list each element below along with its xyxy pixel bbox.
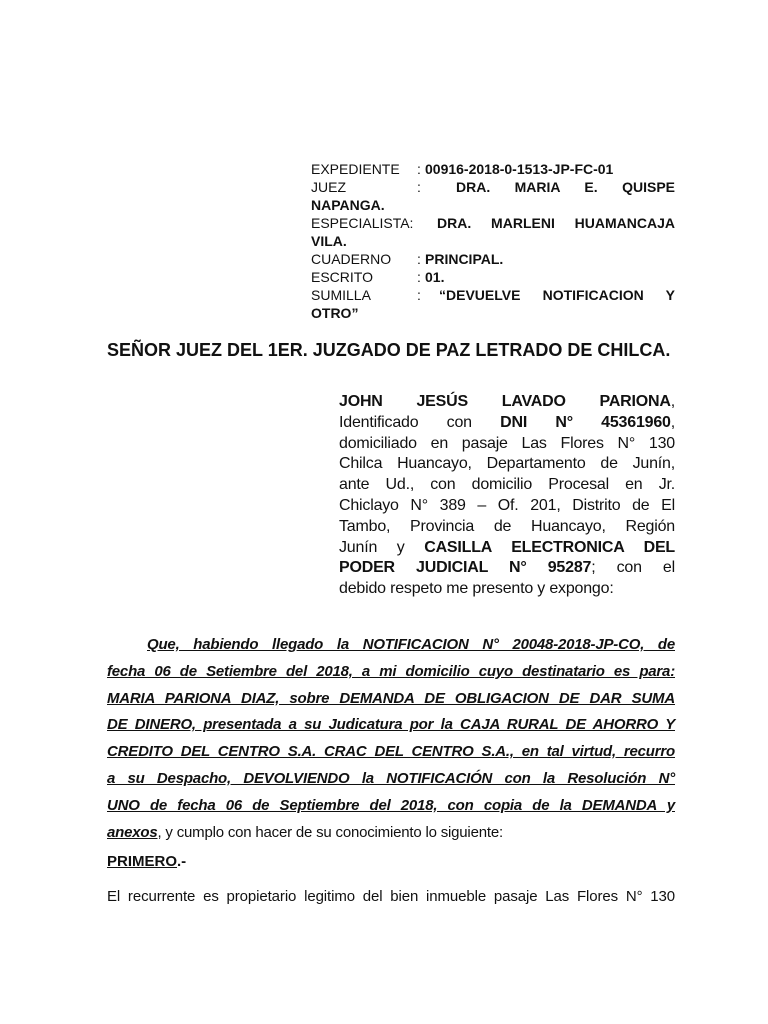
body-line-8-tail: , y cumplo con hacer de su conocimiento lo siguiente:	[157, 823, 503, 841]
sumilla-value: “DEVUELVE NOTIFICACION Y	[439, 287, 675, 303]
escrito-sep: :	[417, 269, 421, 285]
primero-label: PRIMERO	[107, 853, 178, 870]
especialista-row	[311, 214, 675, 232]
cuaderno-value: PRINCIPAL.	[425, 251, 504, 267]
expediente-sep: :	[417, 161, 421, 177]
poder-judicial-number: PODER JUDICIAL N° 95287	[339, 559, 592, 577]
sumilla-label: SUMILLA	[311, 287, 371, 303]
juez-label: JUEZ	[311, 179, 346, 195]
escrito-row	[311, 268, 675, 286]
primero-text-line: El recurrente es propietario legitimo del bien inmueble pasaje Las Flores N° 130	[107, 888, 675, 905]
case-header	[311, 160, 675, 322]
petitioner-dni: DNI N° 45361960	[500, 413, 671, 431]
intro-l8-a: Junín y	[339, 538, 405, 556]
juez-row	[311, 178, 675, 196]
casilla-electronica: CASILLA ELECTRONICA DEL	[424, 538, 675, 556]
body-line-7: UNO de fecha 06 de Septiembre del 2018, con copia de la DEMANDA y	[107, 796, 675, 814]
sumilla-sep: :	[417, 287, 421, 303]
sumilla-row	[311, 286, 675, 304]
body-line-1: Que, habiendo llegado la NOTIFICACION N° 20048-2018-JP-CO, de	[147, 636, 675, 653]
intro-line-7: Tambo, Provincia de Huancayo, Región	[339, 517, 675, 535]
expediente-row	[311, 160, 675, 178]
body-line-3: MARIA PARIONA DIAZ, sobre DEMANDA DE OBLIGACION DE DAR SUMA	[107, 689, 675, 707]
body-line-6: a su Despacho, DEVOLVIENDO la NOTIFICACIÓN con la Resolución N°	[107, 769, 675, 787]
primero-heading	[107, 852, 186, 872]
juez-sep: :	[417, 179, 421, 195]
intro-line-10: debido respeto me presento y expongo:	[339, 580, 614, 598]
intro-l1-tail: ,	[670, 393, 675, 410]
petitioner-intro	[339, 392, 675, 600]
escrito-value: 01.	[425, 269, 445, 285]
petitioner-name: JOHN JESÚS LAVADO PARIONA	[339, 393, 671, 410]
intro-line-3: domiciliado en pasaje Las Flores N° 130	[339, 434, 675, 452]
intro-line-6: Chiclayo N° 389 – Of. 201, Distrito de El	[339, 496, 675, 514]
cuaderno-label: CUADERNO	[311, 251, 392, 267]
cuaderno-row	[311, 250, 675, 268]
especialista-value-cont: VILA.	[311, 233, 347, 249]
sumilla-value-cont: OTRO”	[311, 305, 359, 321]
especialista-value: DRA. MARLENI HUAMANCAJA	[437, 215, 675, 231]
intro-l2-a: Identificado con	[339, 413, 472, 431]
addressee-heading: SEÑOR JUEZ DEL 1ER. JUZGADO DE PAZ LETRADO DE CHILCA.	[107, 340, 671, 360]
escrito-label: ESCRITO	[311, 269, 373, 285]
juez-value-cont: NAPANGA.	[311, 197, 385, 213]
body-line-5: CREDITO DEL CENTRO S.A. CRAC DEL CENTRO S.A., en tal virtud, recurro	[107, 743, 675, 761]
cuaderno-sep: :	[417, 251, 421, 267]
expediente-value: 00916-2018-0-1513-JP-FC-01	[425, 161, 614, 177]
expediente-label: EXPEDIENTE	[311, 161, 400, 177]
body-paragraph	[107, 632, 675, 846]
especialista-label: ESPECIALISTA:	[311, 215, 414, 231]
intro-l9-b: ; con el	[591, 559, 675, 577]
body-line-4: DE DINERO, presentada a su Judicatura por la CAJA RURAL DE AHORRO Y	[107, 716, 675, 734]
juez-value: DRA. MARIA E. QUISPE	[456, 179, 675, 195]
body-line-2: fecha 06 de Setiembre del 2018, a mi domicilio cuyo destinatario es para:	[107, 662, 675, 680]
intro-line-5: ante Ud., con domicilio Procesal en Jr.	[339, 476, 675, 494]
body-anexos: anexos	[107, 823, 158, 841]
intro-l2-c: ,	[670, 413, 675, 431]
intro-line-4: Chilca Huancayo, Departamento de Junín,	[339, 455, 675, 473]
primero-suffix: .-	[177, 853, 187, 870]
